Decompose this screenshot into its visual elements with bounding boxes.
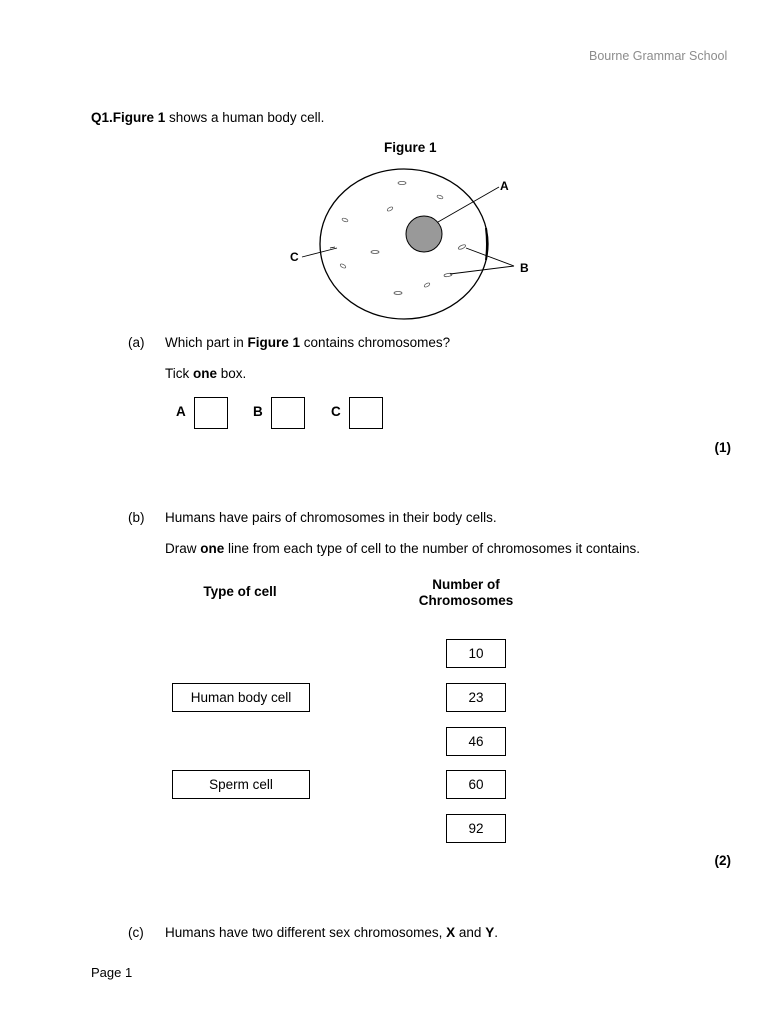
question-number: Q1. (91, 110, 113, 125)
option-b-label: B (253, 404, 263, 419)
part-a-label: (a) (128, 335, 145, 350)
draw-bold: one (200, 541, 225, 556)
tick-box-c[interactable] (349, 397, 383, 429)
tick-post: box. (217, 366, 247, 381)
chromosome-x: X (446, 925, 456, 940)
part-a-instruction (165, 366, 246, 381)
draw-pre: Draw (165, 541, 201, 556)
part-a-q-post: contains chromosomes? (300, 335, 451, 350)
cell-type-label: Sperm cell (209, 777, 273, 792)
tick-box-a[interactable] (194, 397, 228, 429)
nucleus (406, 216, 442, 252)
number-label: 60 (468, 777, 484, 792)
number-box-23[interactable] (446, 683, 506, 712)
label-c: C (290, 250, 299, 264)
number-box-46[interactable] (446, 727, 506, 756)
option-a-label: A (176, 404, 186, 419)
question-1-stem (91, 110, 324, 125)
number-label: 46 (468, 734, 484, 749)
number-box-60[interactable] (446, 770, 506, 799)
cell-diagram (280, 160, 540, 330)
draw-post: line from each type of cell to the number of chromosomes it contains. (224, 541, 640, 556)
page-number: Page 1 (91, 965, 133, 980)
part-c-end: . (494, 925, 498, 940)
part-c-and: and (455, 925, 486, 940)
part-a-q-bold: Figure 1 (247, 335, 301, 350)
part-b-instruction (165, 541, 640, 556)
figure-reference: Figure 1 (112, 110, 166, 125)
column-header-type: Type of cell (203, 584, 277, 599)
chromosome-y: Y (485, 925, 495, 940)
number-box-10[interactable] (446, 639, 506, 668)
number-label: 92 (468, 821, 484, 836)
label-a: A (500, 179, 509, 193)
col-number-line-2: Chromosomes (418, 593, 514, 608)
part-a-marks: (1) (714, 440, 731, 455)
tick-pre: Tick (165, 366, 193, 381)
question-1-text: shows a human body cell. (165, 110, 325, 125)
school-name: Bourne Grammar School (589, 49, 728, 63)
number-label: 10 (468, 646, 484, 661)
tick-box-b[interactable] (271, 397, 305, 429)
figure-title: Figure 1 (384, 140, 437, 155)
col-number-line-1: Number of (432, 577, 500, 592)
option-c-label: C (331, 404, 341, 419)
part-a-question (165, 335, 450, 350)
cell-type-human-body[interactable] (172, 683, 310, 712)
cell-membrane (320, 169, 488, 319)
part-c-text-pre: Humans have two different sex chromosomes, (165, 925, 447, 940)
label-b: B (520, 261, 529, 275)
part-b-marks: (2) (714, 853, 731, 868)
part-c-text (165, 925, 498, 940)
part-c-label: (c) (128, 925, 144, 940)
tick-bold: one (193, 366, 218, 381)
number-label: 23 (468, 690, 484, 705)
column-header-number (400, 577, 532, 609)
number-box-92[interactable] (446, 814, 506, 843)
part-b-label: (b) (128, 510, 145, 525)
cell-type-label: Human body cell (190, 690, 292, 705)
cell-type-sperm[interactable] (172, 770, 310, 799)
part-b-text: Humans have pairs of chromosomes in their body cells. (165, 510, 497, 525)
part-a-q-pre: Which part in (165, 335, 248, 350)
